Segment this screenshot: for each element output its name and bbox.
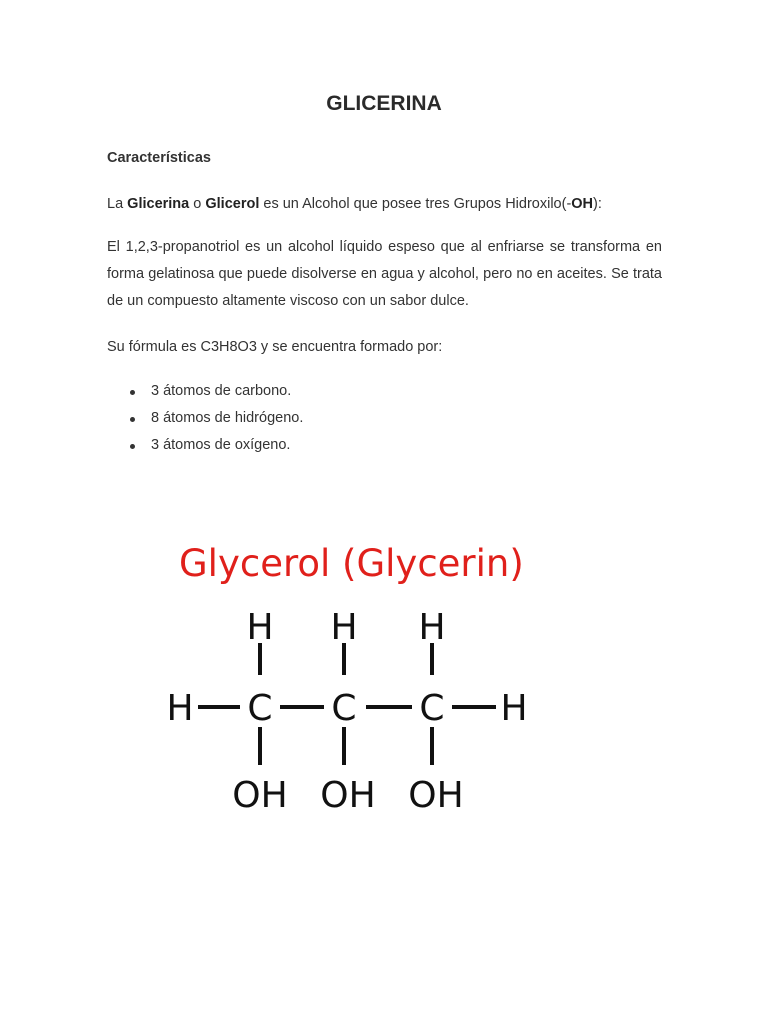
hydroxyl-group: OH: [232, 775, 288, 816]
carbon-atom: C: [331, 688, 357, 729]
list-item: 3 átomos de oxígeno.: [151, 432, 303, 459]
hydroxyl-group: OH: [408, 775, 464, 816]
hydrogen-atom: H: [500, 688, 528, 729]
list-item: 3 átomos de carbono.: [151, 378, 303, 405]
formula-paragraph: Su fórmula es C3H8O3 y se encuentra formado por:: [107, 339, 443, 355]
hydrogen-atom: H: [330, 607, 358, 648]
intro-text: La: [107, 196, 128, 212]
hydrogen-atom: H: [246, 607, 274, 648]
atom-list: [107, 378, 303, 459]
intro-paragraph: [107, 191, 662, 218]
hydrogen-atom: H: [166, 688, 194, 729]
intro-text: es un Alcohol que posee tres Grupos Hidroxilo(-: [259, 196, 572, 212]
list-item: 8 átomos de hidrógeno.: [151, 405, 303, 432]
page-title: GLICERINA: [326, 92, 442, 115]
carbon-atom: C: [247, 688, 273, 729]
hydroxyl-group: OH: [320, 775, 376, 816]
glycerol-structure-diagram: [150, 525, 550, 825]
intro-text: o: [189, 196, 206, 212]
carbon-atom: C: [419, 688, 445, 729]
glicerol-term: Glicerol: [205, 196, 260, 212]
intro-text: ):: [593, 196, 602, 212]
section-heading: Características: [107, 150, 211, 166]
hydrogen-atom: H: [418, 607, 446, 648]
diagram-title: Glycerol (Glycerin): [179, 542, 524, 585]
description-paragraph: El 1,2,3-propanotriol es un alcohol líquido espeso que al enfriarse se transforma en forma gelatinosa que puede disolverse en agua y alcohol, pero no en aceites. Se trata de un compuesto altamente viscoso con un sabor dulce.: [107, 239, 662, 309]
oh-term: OH: [571, 196, 594, 212]
glicerina-term: Glicerina: [127, 196, 190, 212]
